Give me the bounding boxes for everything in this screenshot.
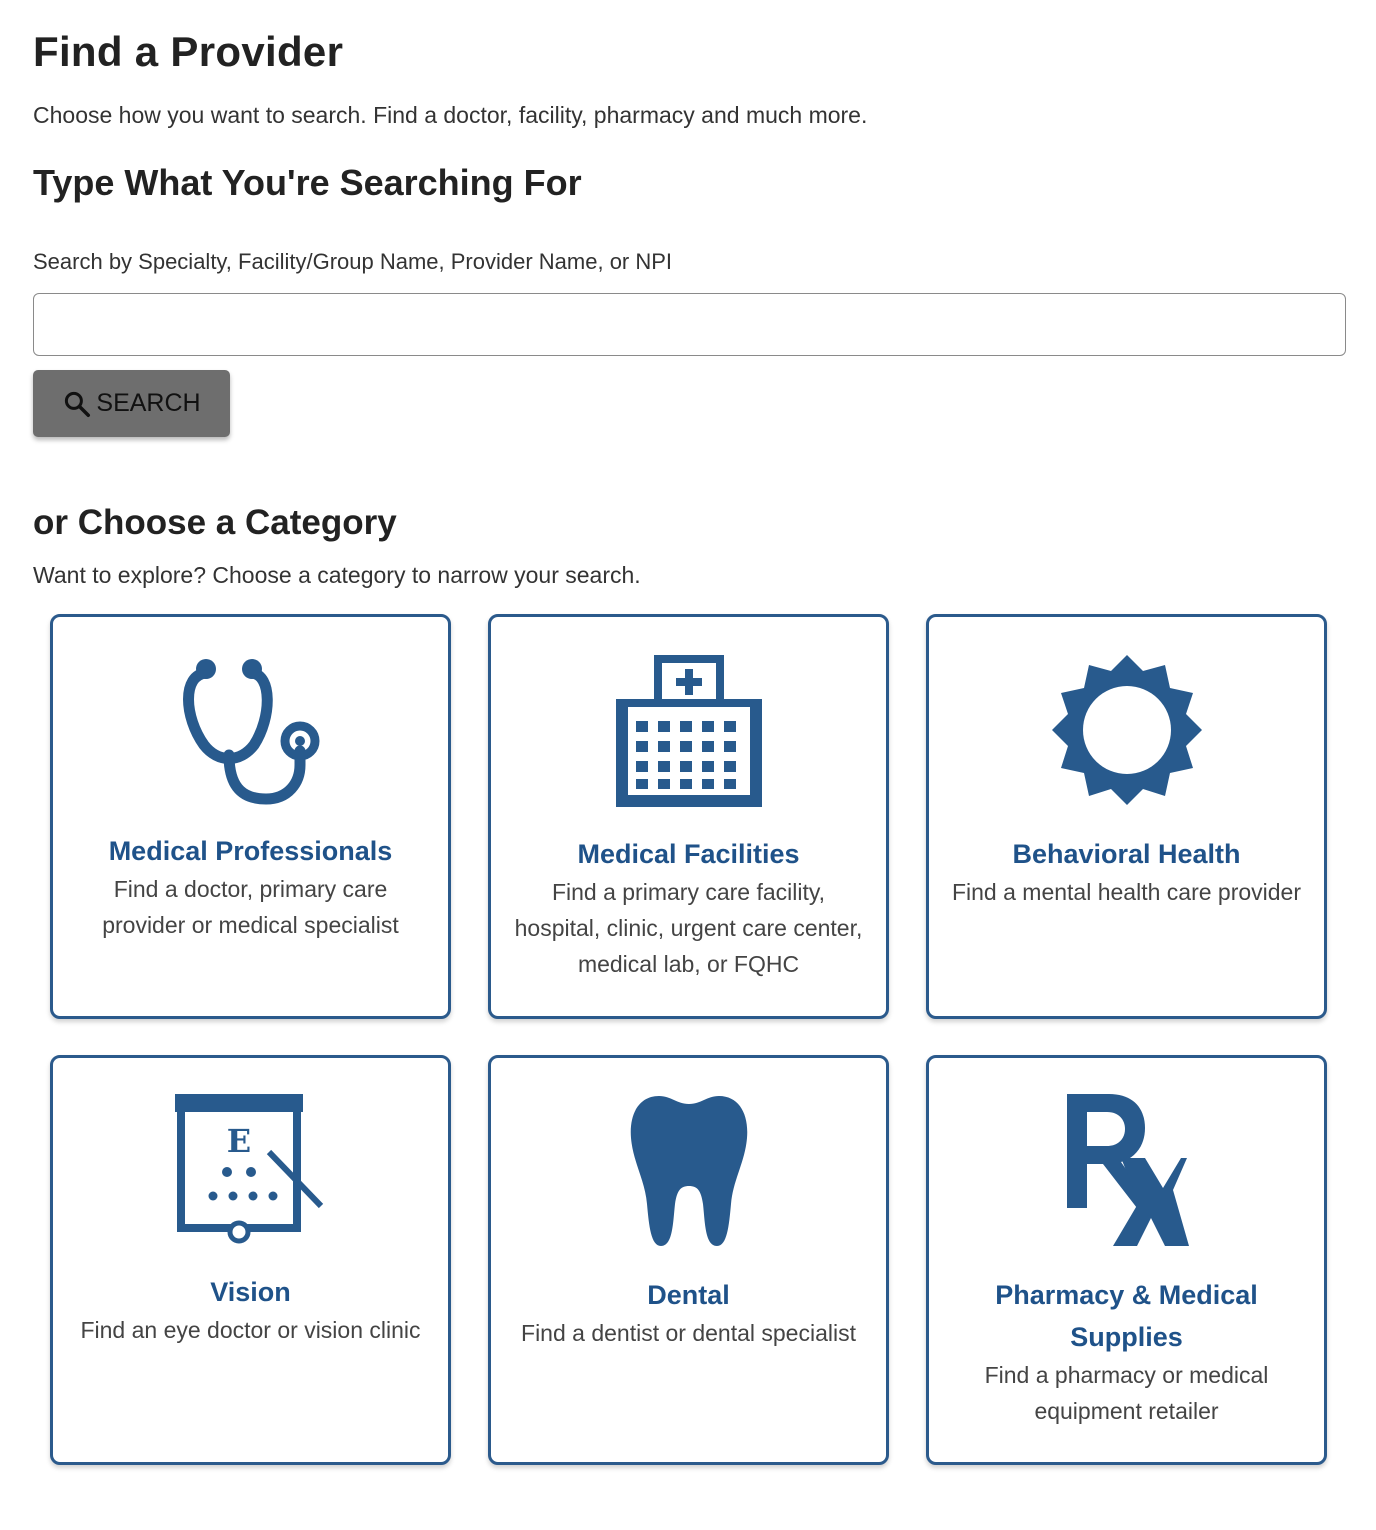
category-intro: Want to explore? Choose a category to narrow your search. <box>33 562 641 588</box>
category-card-dental[interactable] <box>488 1055 889 1465</box>
card-description: Find a primary care facility, hospital, clinic, urgent care center, medical lab, or FQHC <box>514 879 863 977</box>
category-card-behavioral-health[interactable] <box>926 614 1327 1019</box>
hospital-icon <box>616 655 762 807</box>
sun-icon <box>1052 655 1202 805</box>
card-description: Find a pharmacy or medical equipment retailer <box>984 1362 1269 1424</box>
eye-chart-icon <box>175 1094 327 1246</box>
category-card-vision[interactable] <box>50 1055 451 1465</box>
card-title: Medical Professionals <box>108 836 393 866</box>
card-description: Find an eye doctor or vision clinic <box>80 1317 421 1343</box>
page-title: Find a Provider <box>33 28 344 75</box>
stethoscope-icon <box>176 655 326 805</box>
search-button[interactable] <box>33 370 230 437</box>
search-heading: Type What You're Searching For <box>33 162 582 203</box>
category-card-medical-professionals[interactable] <box>50 614 451 1019</box>
page-intro: Choose how you want to search. Find a doctor, facility, pharmacy and much more. <box>33 102 868 128</box>
card-title: Vision <box>210 1277 291 1307</box>
card-title: Medical Facilities <box>577 839 800 869</box>
search-label: Search by Specialty, Facility/Group Name, Provider Name, or NPI <box>33 249 673 274</box>
card-title: Behavioral Health <box>1012 839 1241 869</box>
category-heading: or Choose a Category <box>33 503 397 542</box>
card-description: Find a doctor, primary care provider or medical specialist <box>102 876 399 938</box>
tooth-icon <box>629 1094 749 1248</box>
card-description: Find a mental health care provider <box>951 879 1302 905</box>
search-input[interactable] <box>33 293 1346 356</box>
svg-text:E: E <box>226 1122 251 1160</box>
rx-icon <box>1065 1094 1189 1246</box>
category-card-medical-facilities[interactable] <box>488 614 889 1019</box>
card-title: Pharmacy & Medical Supplies <box>995 1280 1258 1352</box>
card-description: Find a dentist or dental specialist <box>521 1320 856 1346</box>
search-button-label: SEARCH <box>96 389 201 417</box>
search-icon <box>62 389 92 419</box>
category-card-pharmacy[interactable] <box>926 1055 1327 1465</box>
card-title: Dental <box>647 1280 730 1310</box>
